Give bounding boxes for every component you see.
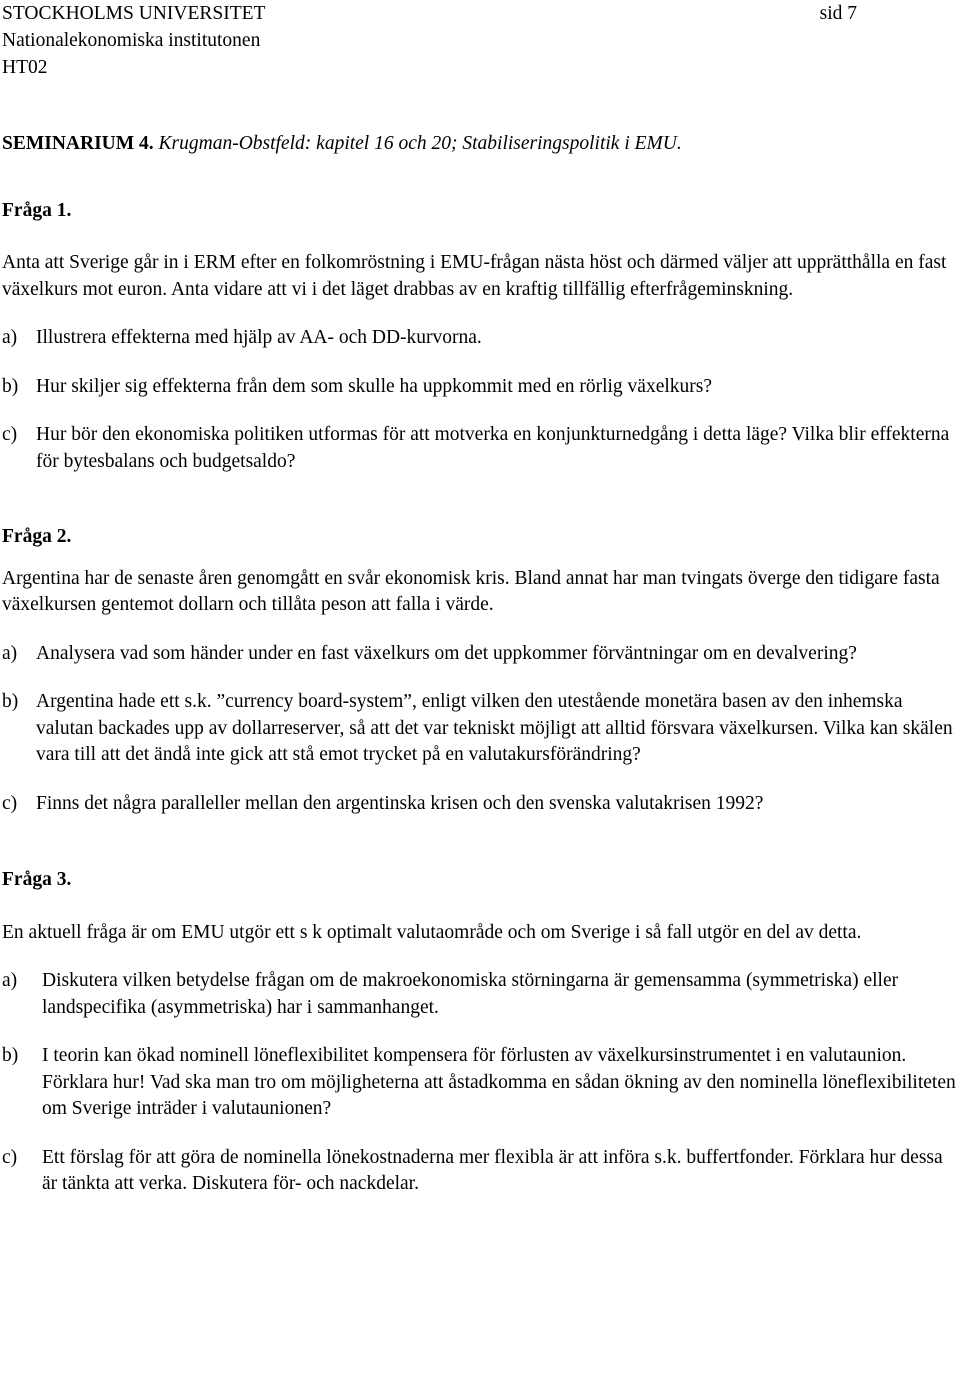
question-3-item-a — [2, 968, 958, 1021]
item-text: Finns det några paralleller mellan den argentinska krisen och den svenska valutakrisen 1992? — [36, 792, 764, 814]
item-letter: b) — [2, 1045, 19, 1066]
question-1-intro: Anta att Sverige går in i ERM efter en folkomröstning i EMU-frågan nästa höst och därmed väljer att upprätthålla en fast växelkurs mot euron. Anta vidare att vi i det läget drabbas av en kraftig tillfällig efterfrågeminskning. — [2, 252, 947, 300]
item-text: Argentina hade ett s.k. ”currency board-system”, enligt vilken den utestående monetära basen av den inhemska valutan backades upp av dollarreserver, så att det var tekniskt möjligt att alltid försvara växelkursen. Vilka kan skälen vara till att det ändå inte gick att stå emot trycket på en valutakursförändring? — [36, 691, 953, 765]
question-2-title: Fråga 2. — [2, 526, 72, 547]
term-label: HT02 — [2, 57, 48, 78]
question-2-item-c — [2, 791, 958, 818]
question-1-title: Fråga 1. — [2, 199, 72, 221]
item-text: Analysera vad som händer under en fast växelkurs om det uppkommer förväntningar om en devalvering? — [36, 642, 857, 664]
question-1-item-b — [2, 374, 958, 401]
page-number: sid 7 — [819, 3, 857, 24]
item-letter: c) — [2, 792, 18, 814]
university-name: STOCKHOLMS UNIVERSITET — [2, 3, 266, 24]
item-text: Diskutera vilken betydelse frågan om de makroekonomiska störningarna är gemensamma (symmetriska) eller landspecifika (asymmetriska) har i sammanhanget. — [42, 970, 899, 1018]
document-page — [2, 0, 958, 1198]
item-text: Hur bör den ekonomiska politiken utformas för att motverka en konjunkturnedgång i detta läge? Vilka blir effekterna för bytesbalans och budgetsaldo? — [36, 424, 950, 472]
department-name: Nationalekonomiska institutonen — [2, 30, 261, 51]
item-text: I teorin kan ökad nominell löneflexibilitet kompensera för förlusten av växelkursinstrumentet i en valutaunion. Förklara hur! Vad ska man tro om möjligheterna att åstadkomma en sådan ökning av den nominella löneflexibiliteten om Sverige inträder i valutaunionen? — [42, 1045, 956, 1119]
seminar-label: SEMINARIUM 4. — [2, 133, 154, 154]
question-2-item-b — [2, 689, 958, 769]
question-3-intro: En aktuell fråga är om EMU utgör ett s k optimalt valutaområde och om Sverige i så fall utgör en del av detta. — [2, 921, 862, 943]
item-text: Hur skiljer sig effekterna från dem som skulle ha uppkommit med en rörlig växelkurs? — [36, 375, 713, 397]
item-letter: a) — [2, 642, 18, 664]
question-2-item-a — [2, 641, 958, 668]
item-letter: c) — [2, 424, 18, 445]
item-text: Illustrera effekterna med hjälp av AA- och DD-kurvorna. — [36, 327, 482, 348]
seminar-heading — [2, 131, 958, 158]
question-3-item-c — [2, 1145, 958, 1198]
item-letter: b) — [2, 691, 19, 712]
seminar-topic: Krugman-Obstfeld: kapitel 16 och 20; Stabiliseringspolitik i EMU. — [158, 133, 682, 154]
item-text: Ett förslag för att göra de nominella lönekostnaderna mer flexibla är att införa s.k. buffertfonder. Förklara hur dessa är tänkta att verka. Diskutera för- och nackdelar. — [42, 1146, 943, 1194]
page-header — [2, 0, 958, 80]
item-letter: a) — [2, 327, 18, 348]
question-1-item-c — [2, 422, 958, 475]
item-letter: b) — [2, 375, 19, 397]
question-2-intro: Argentina har de senaste åren genomgått en svår ekonomisk kris. Bland annat har man tvingats överge den tidigare fasta växelkursen gentemot dollarn och tillåta peson att falla i värde. — [2, 567, 940, 615]
question-1-item-a — [2, 325, 958, 352]
question-3-title: Fråga 3. — [2, 869, 72, 890]
question-3-item-b — [2, 1043, 958, 1123]
item-letter: c) — [2, 1146, 18, 1168]
item-letter: a) — [2, 970, 18, 991]
